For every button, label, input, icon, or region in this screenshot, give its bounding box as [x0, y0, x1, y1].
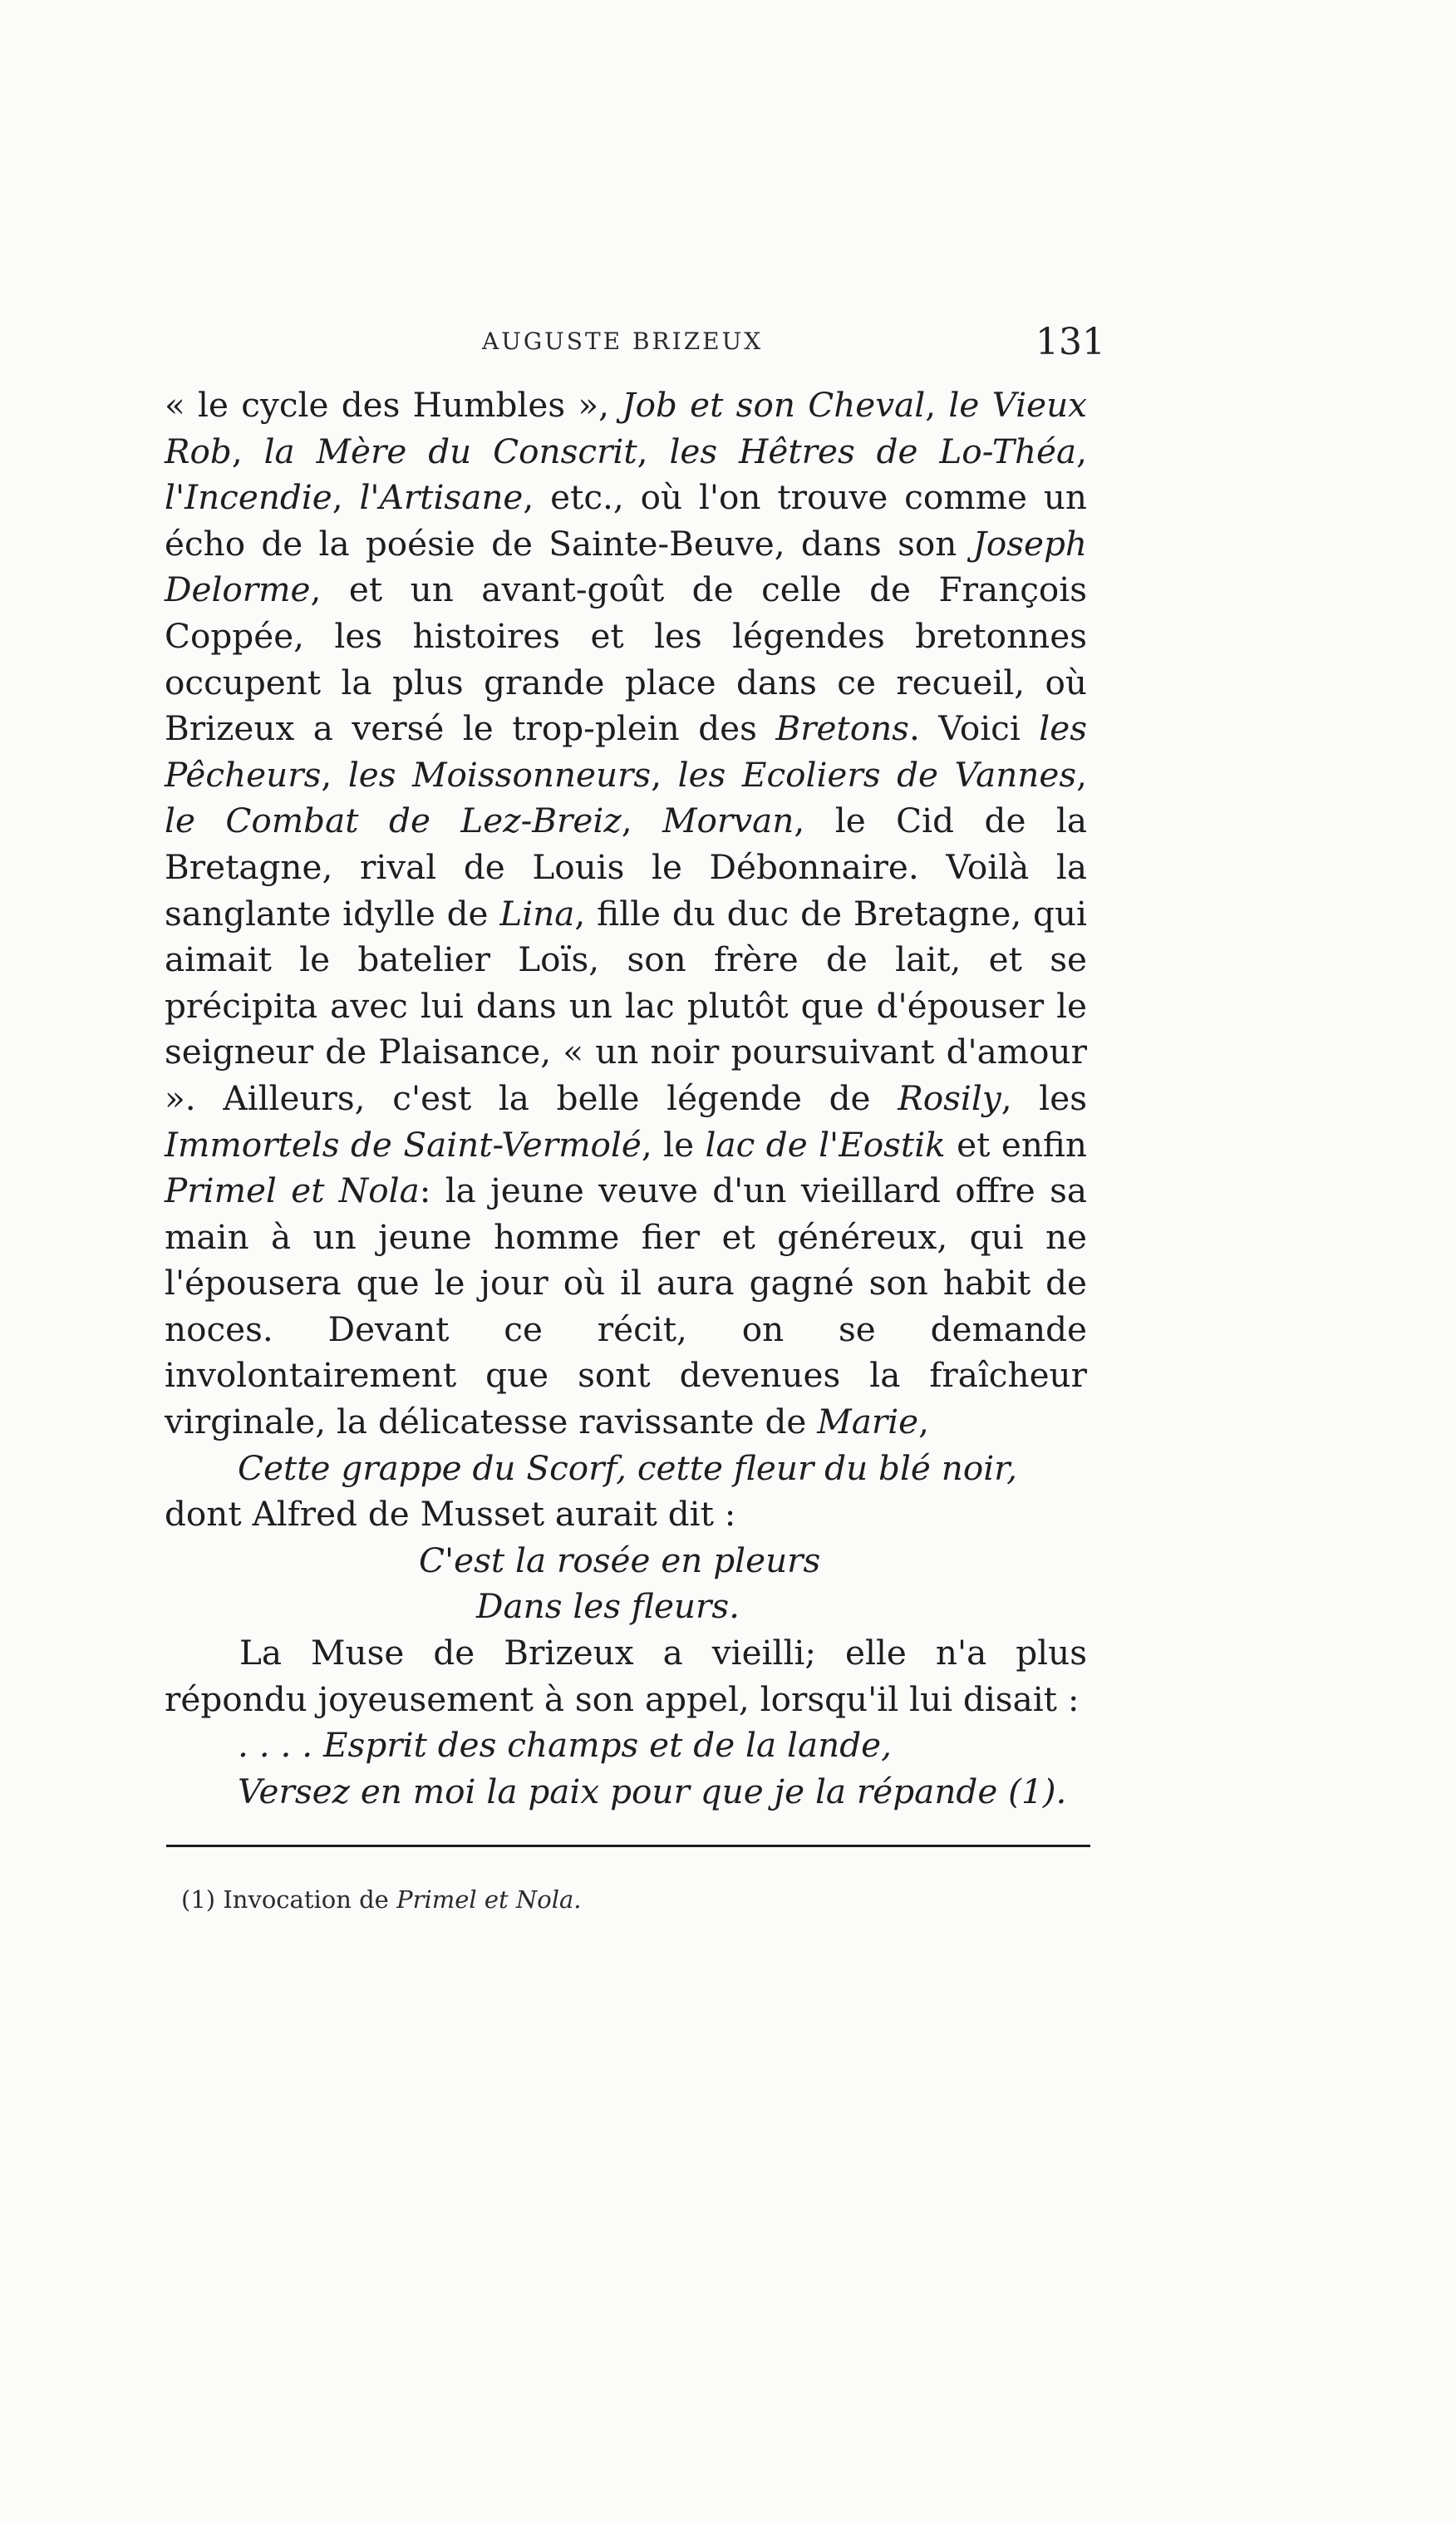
- verse-line: . . . . Esprit des champs et de la lande,: [238, 1725, 892, 1766]
- running-head: [166, 323, 1105, 372]
- italic-title: les Ecoliers de Vannes: [677, 754, 1077, 795]
- text-run: , le Cid de la Bretagne, rival de Louis le Débonnaire. Voilà la sanglante idylle de: [165, 801, 1088, 934]
- italic-title: les Pêcheurs: [165, 708, 1088, 795]
- text-run: ,: [918, 1402, 930, 1442]
- verse-line: Versez en moi la paix pour que je la répande (1).: [238, 1771, 1067, 1811]
- italic-title: les Moissonneurs: [347, 754, 652, 795]
- paragraph-line: dont Alfred de Musset aurait dit :: [165, 1494, 736, 1535]
- italic-title: Joseph Delorme: [165, 523, 1087, 610]
- italic-title: le Combat de Lez-Breiz: [165, 801, 622, 841]
- footnote-rule: [166, 1845, 1090, 1847]
- text-run: ,: [332, 477, 360, 518]
- text-run: ,: [321, 754, 348, 795]
- italic-title: Marie: [817, 1402, 919, 1442]
- text-run: et enfin: [945, 1124, 1087, 1165]
- paragraph-2: La Muse de Brizeux a vieilli; elle n'a plus répondu joyeusement à son appel, lorsqu'il lui disait :: [165, 1633, 1087, 1719]
- text-run: . Voici: [908, 708, 1040, 749]
- verse-line: C'est la rosée en pleurs: [419, 1540, 821, 1580]
- footnote-title: Primel et Nola.: [396, 1885, 582, 1914]
- text-run: : la jeune veuve d'un vieillard offre sa main à un jeune homme fier et généreux, qui ne l'épousera que le jour où il aura gagné son habit de noces. Devant ce récit, on se demande involontairement que sont devenues la fraîcheur virginale, la délicatesse ravissante de: [165, 1170, 1087, 1442]
- body-text: [165, 382, 1087, 1815]
- verse-line: Dans les fleurs.: [476, 1586, 740, 1627]
- text-run: , le: [641, 1124, 706, 1165]
- italic-title: Lina: [499, 893, 575, 934]
- italic-title: Bretons: [775, 708, 909, 749]
- text-run: ,: [651, 754, 678, 795]
- italic-title: Immortels de Saint-Vermolé: [165, 1124, 642, 1165]
- italic-title: lac de l'Eostik: [705, 1124, 946, 1165]
- italic-title: les Hêtres de Lo-Théa: [669, 431, 1077, 471]
- text-run: , et un avant-goût de celle de François Coppée, les histoires et les légendes bretonnes occupent la plus grande place dans ce recueil, où Brizeux a versé le trop-plein des: [165, 569, 1087, 749]
- footnote: [181, 1885, 1095, 1914]
- text-run: « le cycle des Humbles »,: [165, 385, 622, 425]
- text-run: , fille du duc de Bretagne, qui aimait le batelier Loïs, son frère de lait, et se précipita avec lui dans un lac plutôt que d'épouser le seigneur de Plaisance, « un noir poursuivant d'amour ». Ailleurs, c'est la belle légende de: [165, 893, 1087, 1118]
- text-run: , etc., où l'on trouve comme un écho de la poésie de Sainte-Beuve, dans son: [165, 477, 1087, 564]
- text-run: , les: [1001, 1077, 1087, 1118]
- text-run: ,: [621, 801, 663, 841]
- text-run: ,: [231, 431, 264, 471]
- italic-title: le Vieux Rob: [165, 385, 1087, 471]
- paragraph-1: [165, 382, 1087, 1446]
- italic-title: l'Artisane: [359, 477, 524, 518]
- text-run: ,: [637, 431, 670, 471]
- text-run: ,: [1076, 431, 1088, 471]
- italic-title: Job et son Cheval: [622, 385, 926, 425]
- italic-title: l'Incendie: [165, 477, 332, 518]
- italic-title: la Mère du Conscrit: [263, 431, 637, 471]
- italic-title: Morvan: [662, 801, 794, 841]
- page-number: 131: [1035, 321, 1105, 363]
- italic-title: Rosily: [898, 1077, 1001, 1118]
- italic-title: Primel et Nola: [165, 1170, 420, 1211]
- text-run: ,: [1076, 754, 1088, 795]
- footnote-label: Invocation de: [223, 1885, 389, 1914]
- footnote-marker: (1): [181, 1885, 216, 1914]
- text-run: ,: [925, 385, 949, 425]
- verse-line: Cette grappe du Scorf, cette fleur du blé noir,: [238, 1447, 1017, 1488]
- running-head-title: AUGUSTE BRIZEUX: [482, 328, 764, 355]
